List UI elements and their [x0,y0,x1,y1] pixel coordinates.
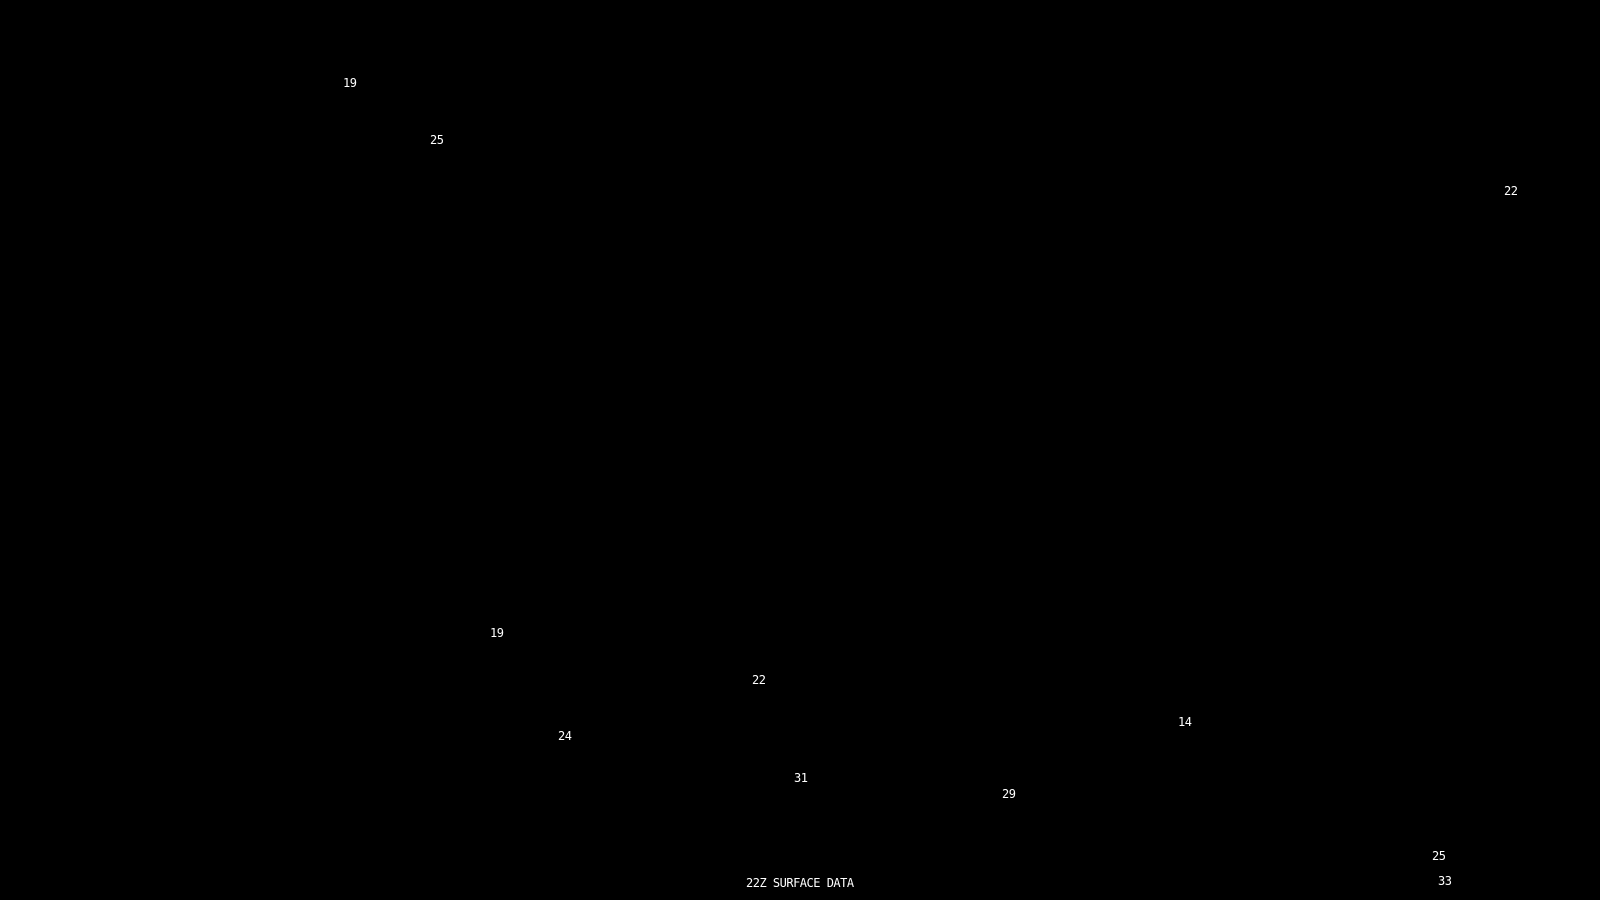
station-value: 19 [490,626,504,640]
station-value: 22 [1504,184,1518,198]
station-value: 14 [1178,715,1192,729]
station-value: 29 [1002,787,1016,801]
station-value: 31 [794,771,808,785]
station-value: 24 [558,729,572,743]
station-value: 19 [343,76,357,90]
caption-surface-data: 22Z SURFACE DATA [746,876,854,890]
station-value: 33 [1438,874,1452,888]
station-value: 22 [752,673,766,687]
station-value: 25 [1432,849,1446,863]
station-value: 25 [430,133,444,147]
